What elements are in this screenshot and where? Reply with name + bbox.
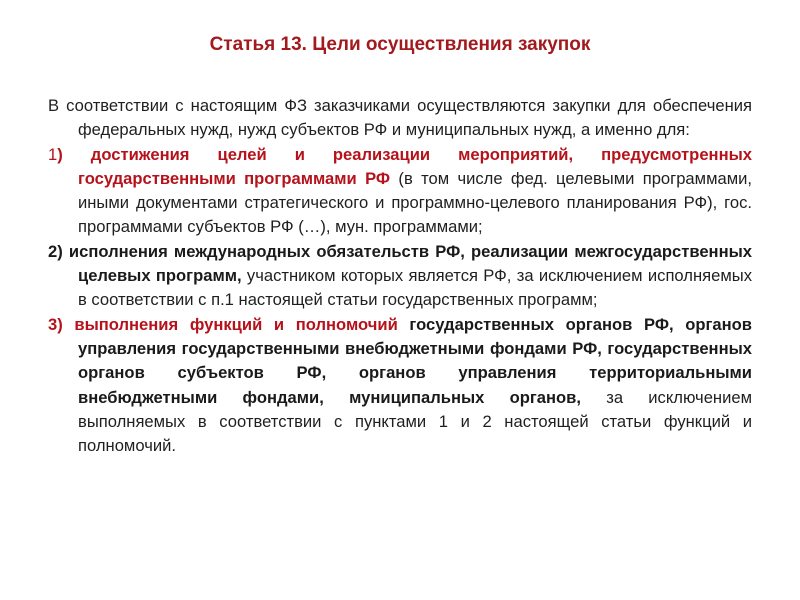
item3-red-emphasis: 3) выполнения функций и полномочий <box>48 314 398 334</box>
item3-emphasis: государственных органов РФ, органов управления государственными внебюджетными фондами РФ, государственных органов субъектов РФ, органов управления территориальными внебюджетными фондами, муниципальных органов, <box>78 314 753 407</box>
intro-paragraph <box>48 94 752 143</box>
item1-number: 1 <box>48 144 58 164</box>
item2-emphasis: 2) исполнения международных обязательств РФ, реализации межгосударственных целевых программ, <box>48 241 752 286</box>
slide-body <box>48 94 752 458</box>
intro-text: В соответствии с настоящим ФЗ заказчиками осуществляются закупки для обеспечения федеральных нужд, нужд субъектов РФ и муниципальных нужд, а именно для: <box>48 96 752 140</box>
list-item-1 <box>48 143 752 240</box>
list-item-3 <box>48 313 752 459</box>
slide-title: Статья 13. Цели осуществления закупок <box>209 34 591 55</box>
item1-emphasis: ) достижения целей и реализации мероприятий, предусмотренных государственными программами РФ <box>57 144 752 188</box>
list-item-2 <box>48 240 752 313</box>
item3-rest: за исключением выполняемых в соответствии с пунктами 1 и 2 настоящей статьи функций и полномочий. <box>78 387 752 456</box>
item2-rest: участником которых является РФ, за исключением исполняемых в соответствии с п.1 настоящей статьи государственных программ; <box>78 266 752 310</box>
item1-rest: (в том числе фед. целевыми программами, иными документами стратегического и программно-целевого планирования РФ), гос. программами субъектов РФ (…), мун. программами; <box>78 168 752 237</box>
